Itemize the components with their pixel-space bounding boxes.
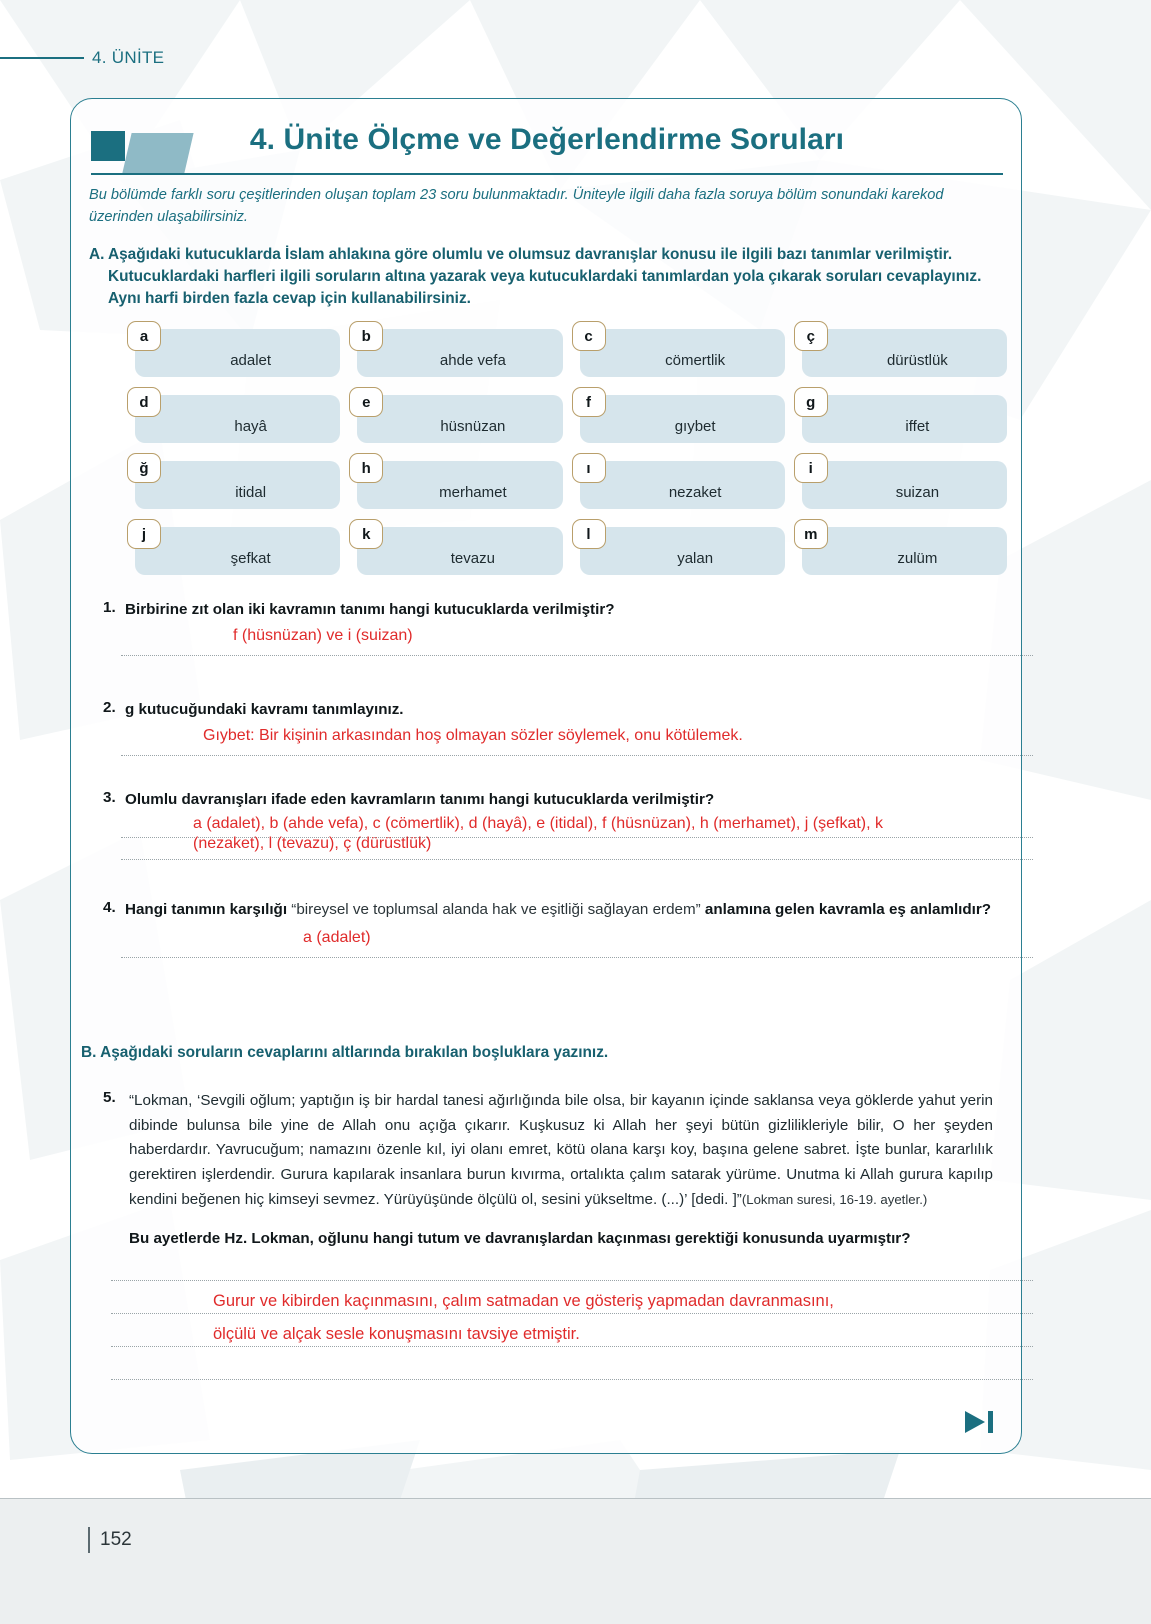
question-3-number: 3. [103, 789, 116, 806]
question-4-text [103, 899, 993, 921]
box-letter: m [794, 519, 828, 549]
definition-box[interactable] [794, 321, 1007, 377]
question-5 [103, 1089, 993, 1410]
definition-box[interactable] [349, 321, 562, 377]
box-letter: k [349, 519, 383, 549]
definition-box[interactable] [349, 453, 562, 509]
question-2-answer[interactable]: Gıybet: Bir kişinin arkasından hoş olmayan sözler söylemek, onu kötülemek. [203, 727, 743, 745]
question-1-answer[interactable]: f (hüsnüzan) ve i (suizan) [233, 627, 413, 645]
box-letter: f [572, 387, 606, 417]
box-letter: ğ [127, 453, 161, 483]
question-5-follow-up: Bu ayetlerde Hz. Lokman, oğlunu hangi tutum ve davranışlardan kaçınması gerektiği konusunda uyarmıştır? [129, 1230, 911, 1248]
question-1-text: Birbirine zıt olan iki kavramın tanımı hangi kutucuklarda verilmiştir? [125, 601, 615, 618]
question-4-bold-part-1: Hangi tanımın karşılığı [125, 901, 292, 918]
running-head-label: 4. ÜNİTE [92, 48, 165, 67]
box-word: zulüm [897, 549, 938, 567]
question-5-answer-line-2[interactable]: ölçülü ve alçak sesle konuşmasını tavsiye etmiştir. [213, 1325, 580, 1344]
question-5-number: 5. [103, 1089, 116, 1106]
folio-bar [88, 1527, 90, 1553]
question-5-answer-line-1[interactable]: Gurur ve kibirden kaçınmasını, çalım satmadan ve gösteriş yapmadan davranmasını, [213, 1292, 834, 1311]
box-word: hüsnüzan [440, 417, 506, 435]
definition-box[interactable] [794, 519, 1007, 575]
page-number: 152 [100, 1529, 132, 1550]
box-word: iffet [905, 417, 930, 435]
box-letter: c [572, 321, 606, 351]
page-title: 4. Ünite Ölçme ve Değerlendirme Soruları [249, 123, 845, 156]
box-letter: d [127, 387, 161, 417]
definition-box-grid [127, 321, 1007, 575]
section-a-instruction [89, 244, 993, 310]
title-underline [91, 173, 1003, 175]
box-word: merhamet [439, 483, 507, 501]
box-letter: h [349, 453, 383, 483]
answer-rule [111, 1313, 1033, 1314]
definition-box[interactable] [572, 519, 785, 575]
question-4-number: 4. [103, 899, 116, 916]
answer-rule [121, 957, 1033, 958]
box-letter: l [572, 519, 606, 549]
running-head-rule [0, 57, 84, 59]
section-a-text: Aşağıdaki kutucuklarda İslam ahlakına göre olumlu ve olumsuz davranışlar konusu ile ilgili bazı tanımlar verilmiştir. Kutucuklardaki harfleri ilgili soruların altına yazarak veya kutucuklardaki tanımlardan yola çıkarak soruları cevaplayınız. Aynı harfi birden fazla cevap için kullanabilirsiniz. [108, 245, 982, 307]
box-word: adalet [230, 351, 272, 369]
box-word: yalan [677, 549, 714, 567]
box-letter: j [127, 519, 161, 549]
question-4-bold-part-2: anlamına gelen kavramla eş anlamlıdır? [700, 901, 992, 918]
definition-box[interactable] [794, 387, 1007, 443]
box-word: gıybet [674, 417, 716, 435]
box-letter: a [127, 321, 161, 351]
box-word: nezaket [668, 483, 722, 501]
running-head [0, 48, 164, 68]
box-word: dürüstlük [886, 351, 948, 369]
answer-rule [121, 859, 1033, 860]
box-letter: ı [572, 453, 606, 483]
next-arrow-icon[interactable] [965, 1409, 999, 1435]
answer-rule [111, 1346, 1033, 1347]
box-letter: e [349, 387, 383, 417]
question-3-answer-line-2[interactable]: (nezaket), l (tevazu), ç (dürüstlük) [193, 835, 432, 853]
question-4-answer[interactable]: a (adalet) [303, 929, 371, 947]
box-word: suizan [895, 483, 940, 501]
question-4 [103, 899, 993, 971]
definition-box[interactable] [127, 321, 340, 377]
definition-box[interactable] [572, 321, 785, 377]
question-2-text: g kutucuğundaki kavramı tanımlayınız. [125, 701, 404, 718]
question-3-text: Olumlu davranışları ifade eden kavramların tanımı hangi kutucuklarda verilmiştir? [125, 791, 715, 808]
box-letter: ç [794, 321, 828, 351]
definition-box[interactable] [572, 453, 785, 509]
answer-rule [111, 1280, 1033, 1281]
section-b-instruction: B. Aşağıdaki soruların cevaplarını altlarında bırakılan boşluklara yazınız. [81, 1044, 609, 1061]
question-5-source: (Lokman suresi, 16-19. ayetler.) [741, 1191, 928, 1207]
definition-box[interactable] [127, 387, 340, 443]
box-word: şefkat [230, 549, 271, 567]
question-5-passage-text: “Lokman, ‘Sevgili oğlum; yaptığın iş bir hardal tanesi ağırlığında bile olsa, bir kayanın içinde saklansa veya göklerde yahut yerin dibinde bulunsa bile yine de Allah onu açığa çıkarır. Kuşkusuz ki Allah her şeyi bütün gizlilikleriyle bilir, O her şeyden haberdardır. Yavrucuğum; namazını özenle kıl, iyi olanı emret, kötü olana karşı koy, başına gelene sabret. İşte bunlar, kararlılık gerektiren işlerdendir. Gurura kapılarak insanlara burun kıvırma, ortalıkta çalım satarak yürüme. Unutma ki Allah gurura kapılıp kendini beğenen hiç kimseyi sevmez. Yürüyüşünde ölçülü ol, sesini yükseltme. (...)’ [dedi. ]” [129, 1092, 993, 1208]
section-a-marker: A. [89, 246, 105, 263]
question-3 [103, 789, 993, 873]
content-card [70, 98, 1022, 1454]
definition-box[interactable] [572, 387, 785, 443]
box-word: hayâ [234, 417, 267, 435]
box-word: tevazu [450, 549, 495, 567]
answer-rule [121, 655, 1033, 656]
answer-rule [121, 755, 1033, 756]
question-5-passage [103, 1089, 993, 1212]
question-3-answer-line-1[interactable]: a (adalet), b (ahde vefa), c (cömertlik), d (hayâ), e (itidal), f (hüsnüzan), h (merhamet), j (şefkat), k [193, 815, 884, 833]
box-letter: b [349, 321, 383, 351]
definition-box[interactable] [349, 387, 562, 443]
question-1-number: 1. [103, 599, 116, 616]
box-word: ahde vefa [439, 351, 506, 369]
question-4-quoted-part: “bireysel ve toplumsal alanda hak ve eşitliği sağlayan erdem” [291, 901, 701, 918]
definition-box[interactable] [349, 519, 562, 575]
box-letter: g [794, 387, 828, 417]
box-word: itidal [235, 483, 267, 501]
question-2 [103, 699, 993, 767]
intro-paragraph: Bu bölümde farklı soru çeşitlerinden oluşan toplam 23 soru bulunmaktadır. Üniteyle ilgili daha fazla soruya bölüm sonundaki karekod üzerinden ulaşabilirsiniz. [89, 187, 944, 225]
box-letter: i [794, 453, 828, 483]
title-block [91, 117, 1003, 179]
folio [88, 1527, 132, 1553]
definition-box[interactable] [127, 453, 340, 509]
definition-box[interactable] [127, 519, 340, 575]
definition-box[interactable] [794, 453, 1007, 509]
page-footer [0, 1498, 1151, 1624]
question-5-answer-area[interactable] [103, 1280, 993, 1410]
answer-rule [111, 1379, 1033, 1380]
question-1 [103, 599, 993, 667]
question-2-number: 2. [103, 699, 116, 716]
box-word: cömertlik [665, 351, 726, 369]
